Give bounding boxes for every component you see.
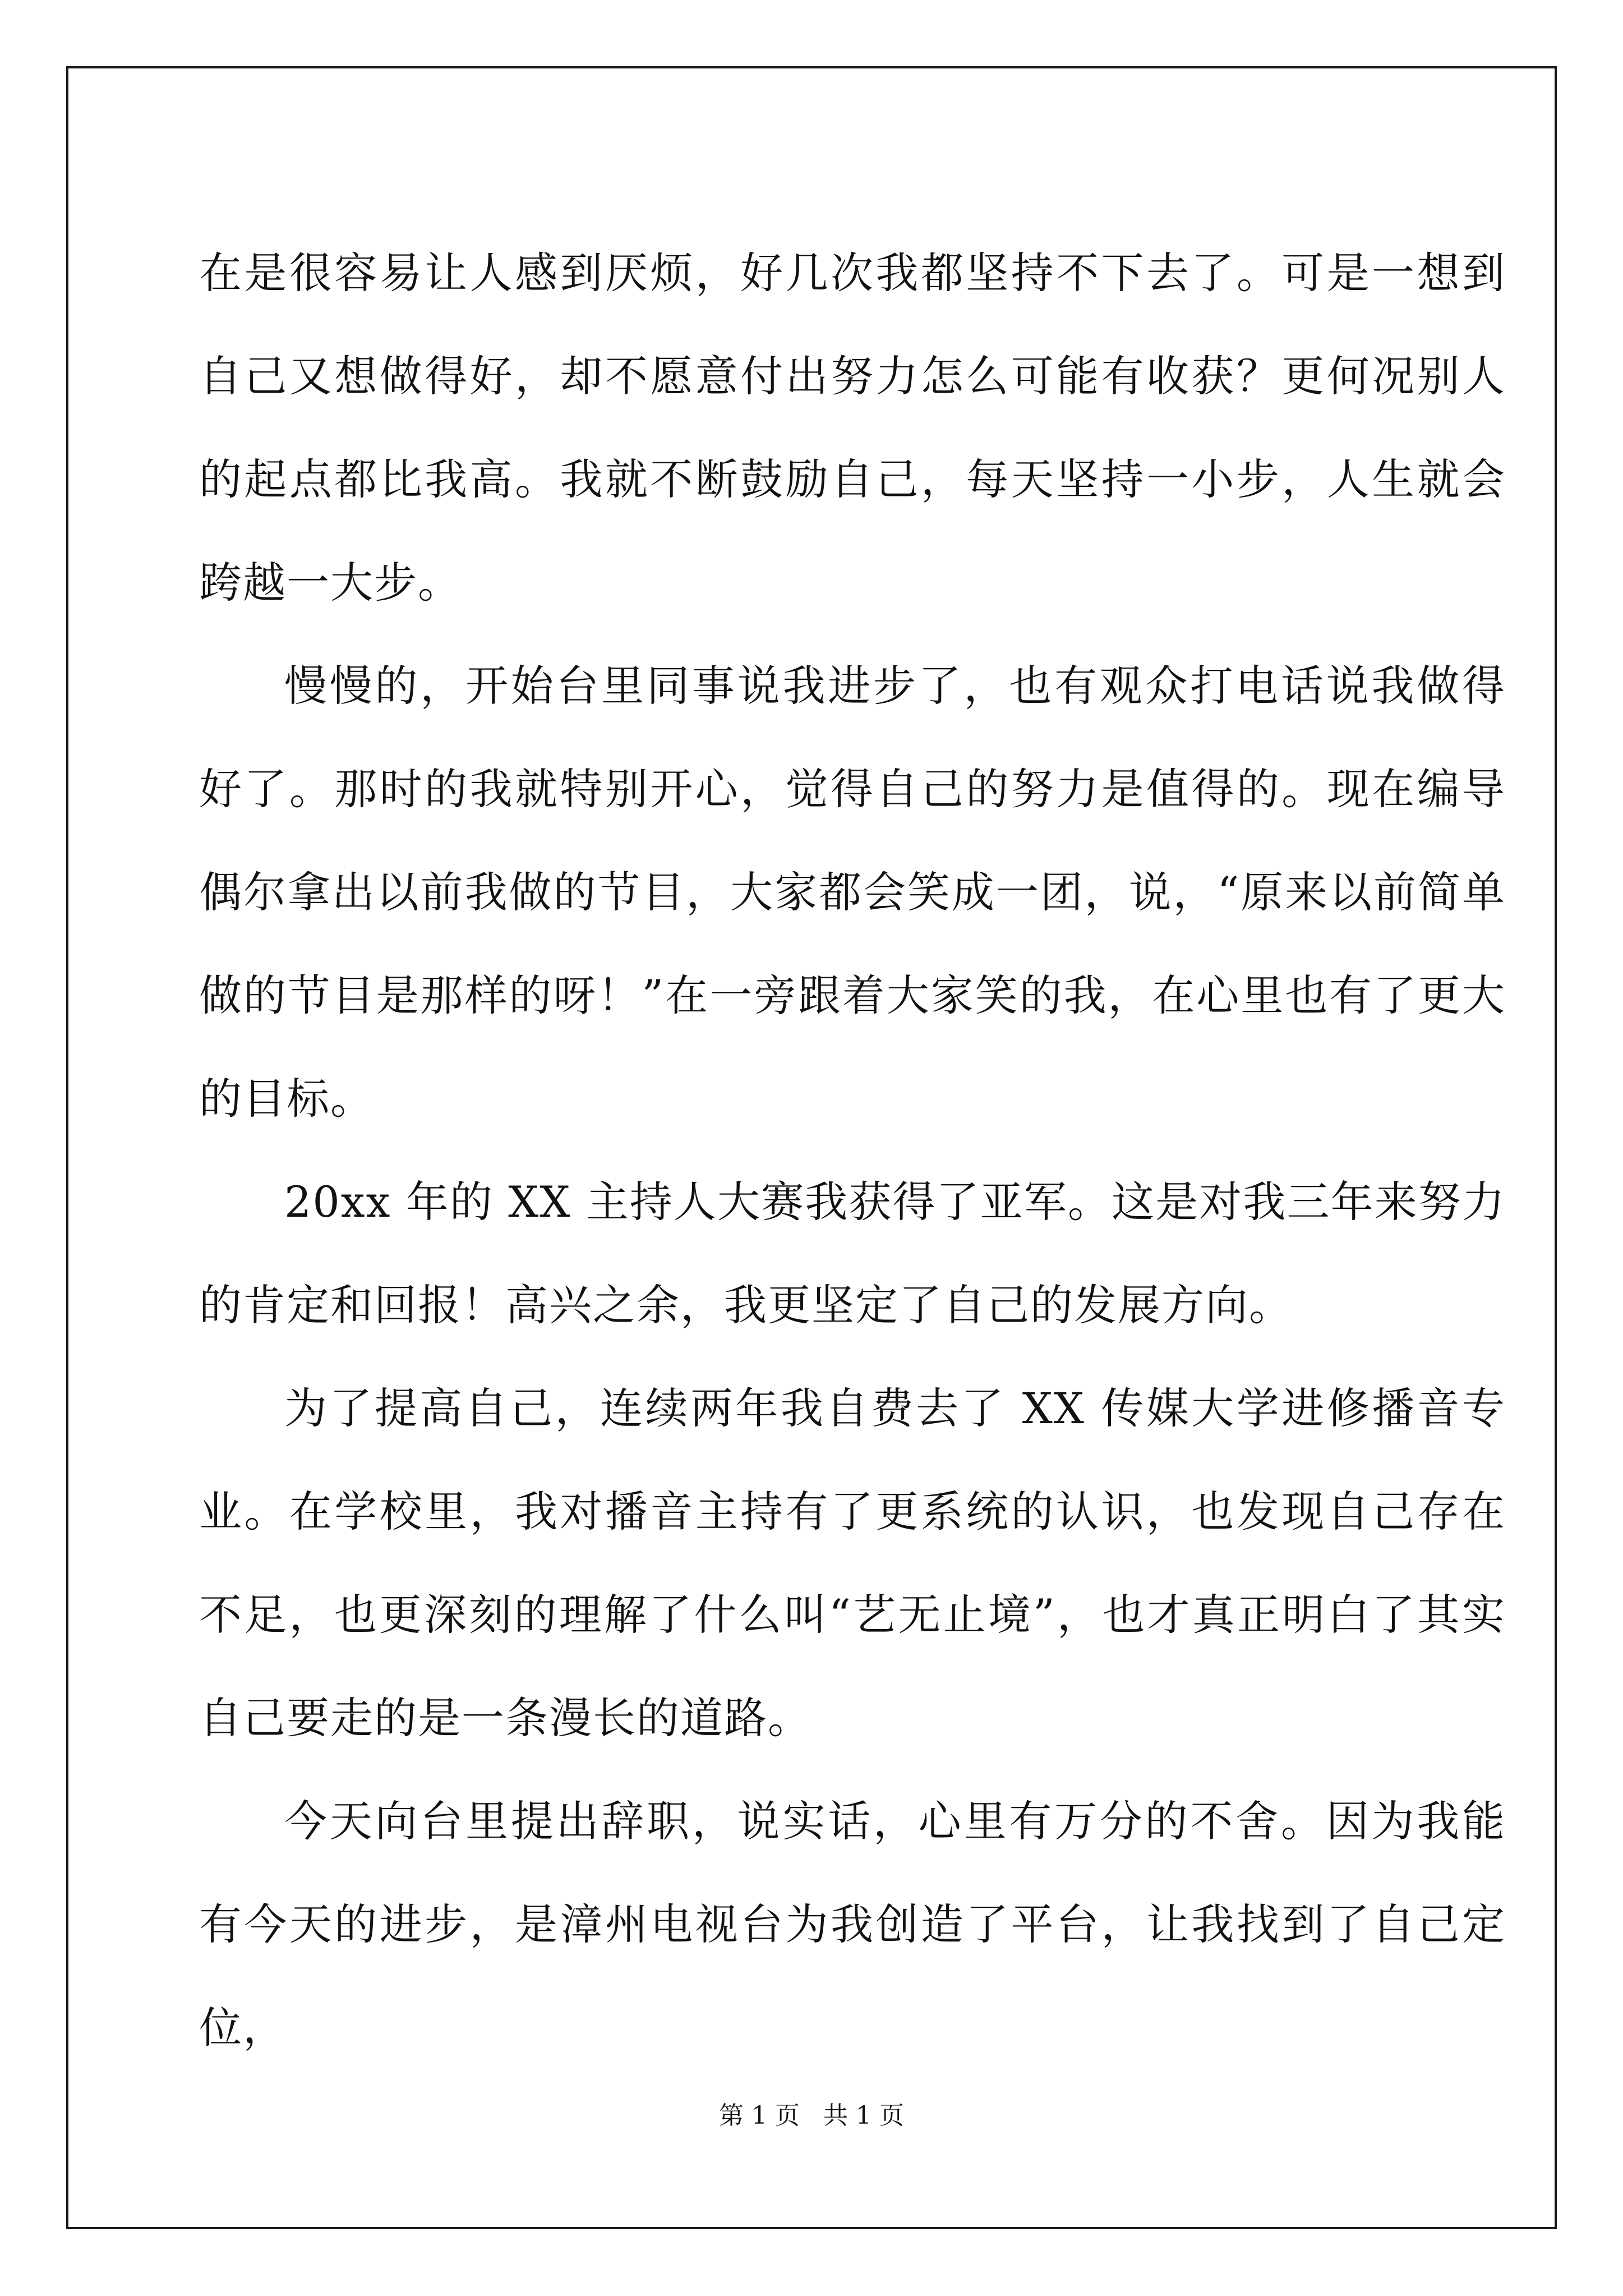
paragraph: 今天向台里提出辞职，说实话，心里有万分的不舍。因为我能有今天的进步，是漳州电视台为我创造了平台，让我找到了自己定位， xyxy=(199,1796,1506,2053)
paragraph: 为了提高自己，连续两年我自费去了 XX 传媒大学进修播音专业。在学校里，我对播音主持有了更系统的认识，也发现自己存在不足，也更深刻的理解了什么叫“艺无止境”，也才真正明白了其实自己要走的是一条漫长的道路。 xyxy=(199,1383,1506,1743)
page-number-footer: 第 1 页 共 1 页 xyxy=(719,2101,904,2130)
paragraph: 慢慢的，开始台里同事说我进步了，也有观众打电话说我做得好了。那时的我就特别开心，觉得自己的努力是值得的。现在编导偶尔拿出以前我做的节目，大家都会笑成一团，说，“原来以前简单做的节目是那样的呀！”在一旁跟着大家笑的我，在心里也有了更大的目标。 xyxy=(199,661,1506,1124)
document-body xyxy=(199,222,1506,2079)
paragraph-continuation: 在是很容易让人感到厌烦，好几次我都坚持不下去了。可是一想到自己又想做得好，却不愿意付出努力怎么可能有收获？更何况别人的起点都比我高。我就不断鼓励自己，每天坚持一小步，人生就会跨越一大步。 xyxy=(199,248,1506,608)
paragraph: 20xx 年的 XX 主持人大赛我获得了亚军。这是对我三年来努力的肯定和回报！高兴之余，我更坚定了自己的发展方向。 xyxy=(199,1177,1506,1330)
